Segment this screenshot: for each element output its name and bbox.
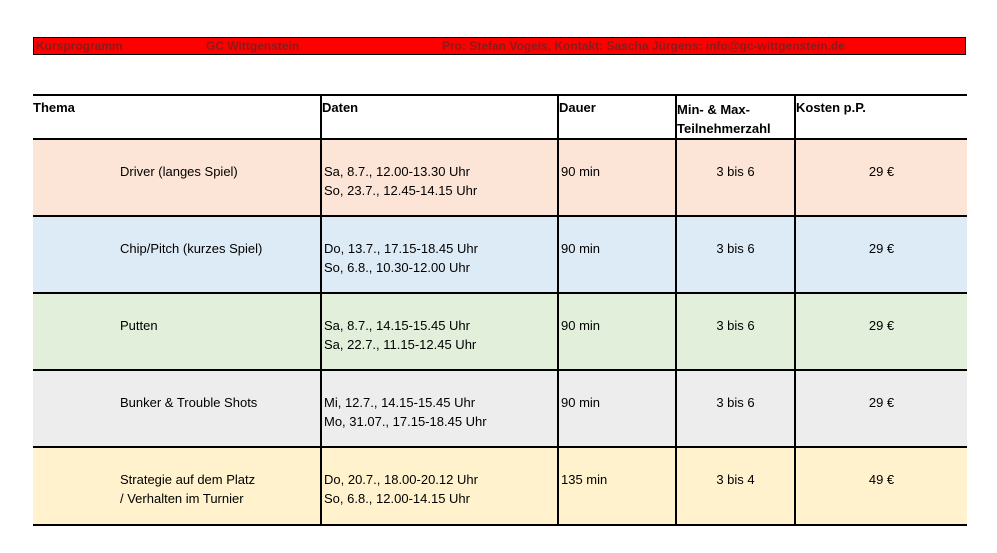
cell-daten	[321, 216, 558, 293]
cell-teilnehmer: 3 bis 6	[676, 216, 795, 293]
cell-daten	[321, 139, 558, 216]
cell-kosten: 29 €	[868, 241, 895, 256]
date-line: So, 23.7., 12.45-14.15 Uhr	[324, 183, 478, 198]
table-row	[33, 293, 967, 370]
header-teilnehmer-line1: Min- & Max-	[677, 102, 750, 117]
cell-kosten: 29 €	[868, 164, 895, 179]
header-teilnehmer	[676, 95, 795, 139]
date-line: So, 6.8., 12.00-14.15 Uhr	[324, 491, 470, 506]
table-row	[33, 139, 967, 216]
cell-teilnehmer: 3 bis 6	[676, 293, 795, 370]
cell-dauer: 90 min	[558, 139, 676, 216]
cell-dauer: 90 min	[558, 293, 676, 370]
course-table	[33, 94, 967, 526]
date-line: Mi, 12.7., 14.15-15.45 Uhr	[324, 395, 476, 410]
table-header-row	[33, 95, 967, 139]
date-line: Mo, 31.07., 17.15-18.45 Uhr	[324, 414, 487, 429]
header-teilnehmer-line2: Teilnehmerzahl	[677, 121, 771, 136]
cell-dauer: 90 min	[558, 216, 676, 293]
thema-text: Chip/Pitch (kurzes Spiel)	[120, 241, 263, 256]
cell-kosten: 29 €	[868, 318, 895, 333]
cell-thema	[33, 216, 321, 293]
cell-daten	[321, 370, 558, 447]
thema-text: Strategie auf dem Platz	[120, 472, 256, 487]
thema-text: Putten	[120, 318, 158, 333]
cell-thema	[33, 293, 321, 370]
cell-thema	[33, 370, 321, 447]
date-line: Sa, 22.7., 11.15-12.45 Uhr	[324, 337, 477, 352]
header-banner	[33, 37, 966, 55]
cell-kosten: 29 €	[868, 395, 895, 410]
cell-daten	[321, 293, 558, 370]
cell-thema	[33, 139, 321, 216]
header-kosten: Kosten p.P.	[796, 100, 866, 115]
club-name: GC Wittgenstein	[206, 39, 300, 53]
cell-thema	[33, 447, 321, 525]
thema-text: Driver (langes Spiel)	[120, 164, 238, 179]
cell-teilnehmer: 3 bis 6	[676, 370, 795, 447]
header-daten: Daten	[321, 95, 558, 139]
header-dauer: Dauer	[558, 95, 676, 139]
date-line: Sa, 8.7., 12.00-13.30 Uhr	[324, 164, 470, 179]
thema-text: / Verhalten im Turnier	[120, 491, 244, 506]
cell-teilnehmer: 3 bis 4	[676, 447, 795, 525]
cell-daten	[321, 447, 558, 525]
contact-info: Pro: Stefan Vogels, Kontakt: Sascha Jürgens: info@gc-wittgenstein.de	[442, 39, 845, 53]
cell-dauer: 90 min	[558, 370, 676, 447]
cell-kosten: 49 €	[868, 472, 895, 487]
cell-teilnehmer: 3 bis 6	[676, 139, 795, 216]
cell-dauer: 135 min	[558, 447, 676, 525]
date-line: Sa, 8.7., 14.15-15.45 Uhr	[324, 318, 470, 333]
table-row	[33, 216, 967, 293]
date-line: Do, 13.7., 17.15-18.45 Uhr	[324, 241, 478, 256]
date-line: So, 6.8., 10.30-12.00 Uhr	[324, 260, 470, 275]
header-thema: Thema	[33, 95, 321, 139]
date-line: Do, 20.7., 18.00-20.12 Uhr	[324, 472, 478, 487]
course-program-label: Kursprogramm	[36, 39, 123, 53]
table-row	[33, 370, 967, 447]
thema-text: Bunker & Trouble Shots	[120, 395, 258, 410]
table-row	[33, 447, 967, 525]
